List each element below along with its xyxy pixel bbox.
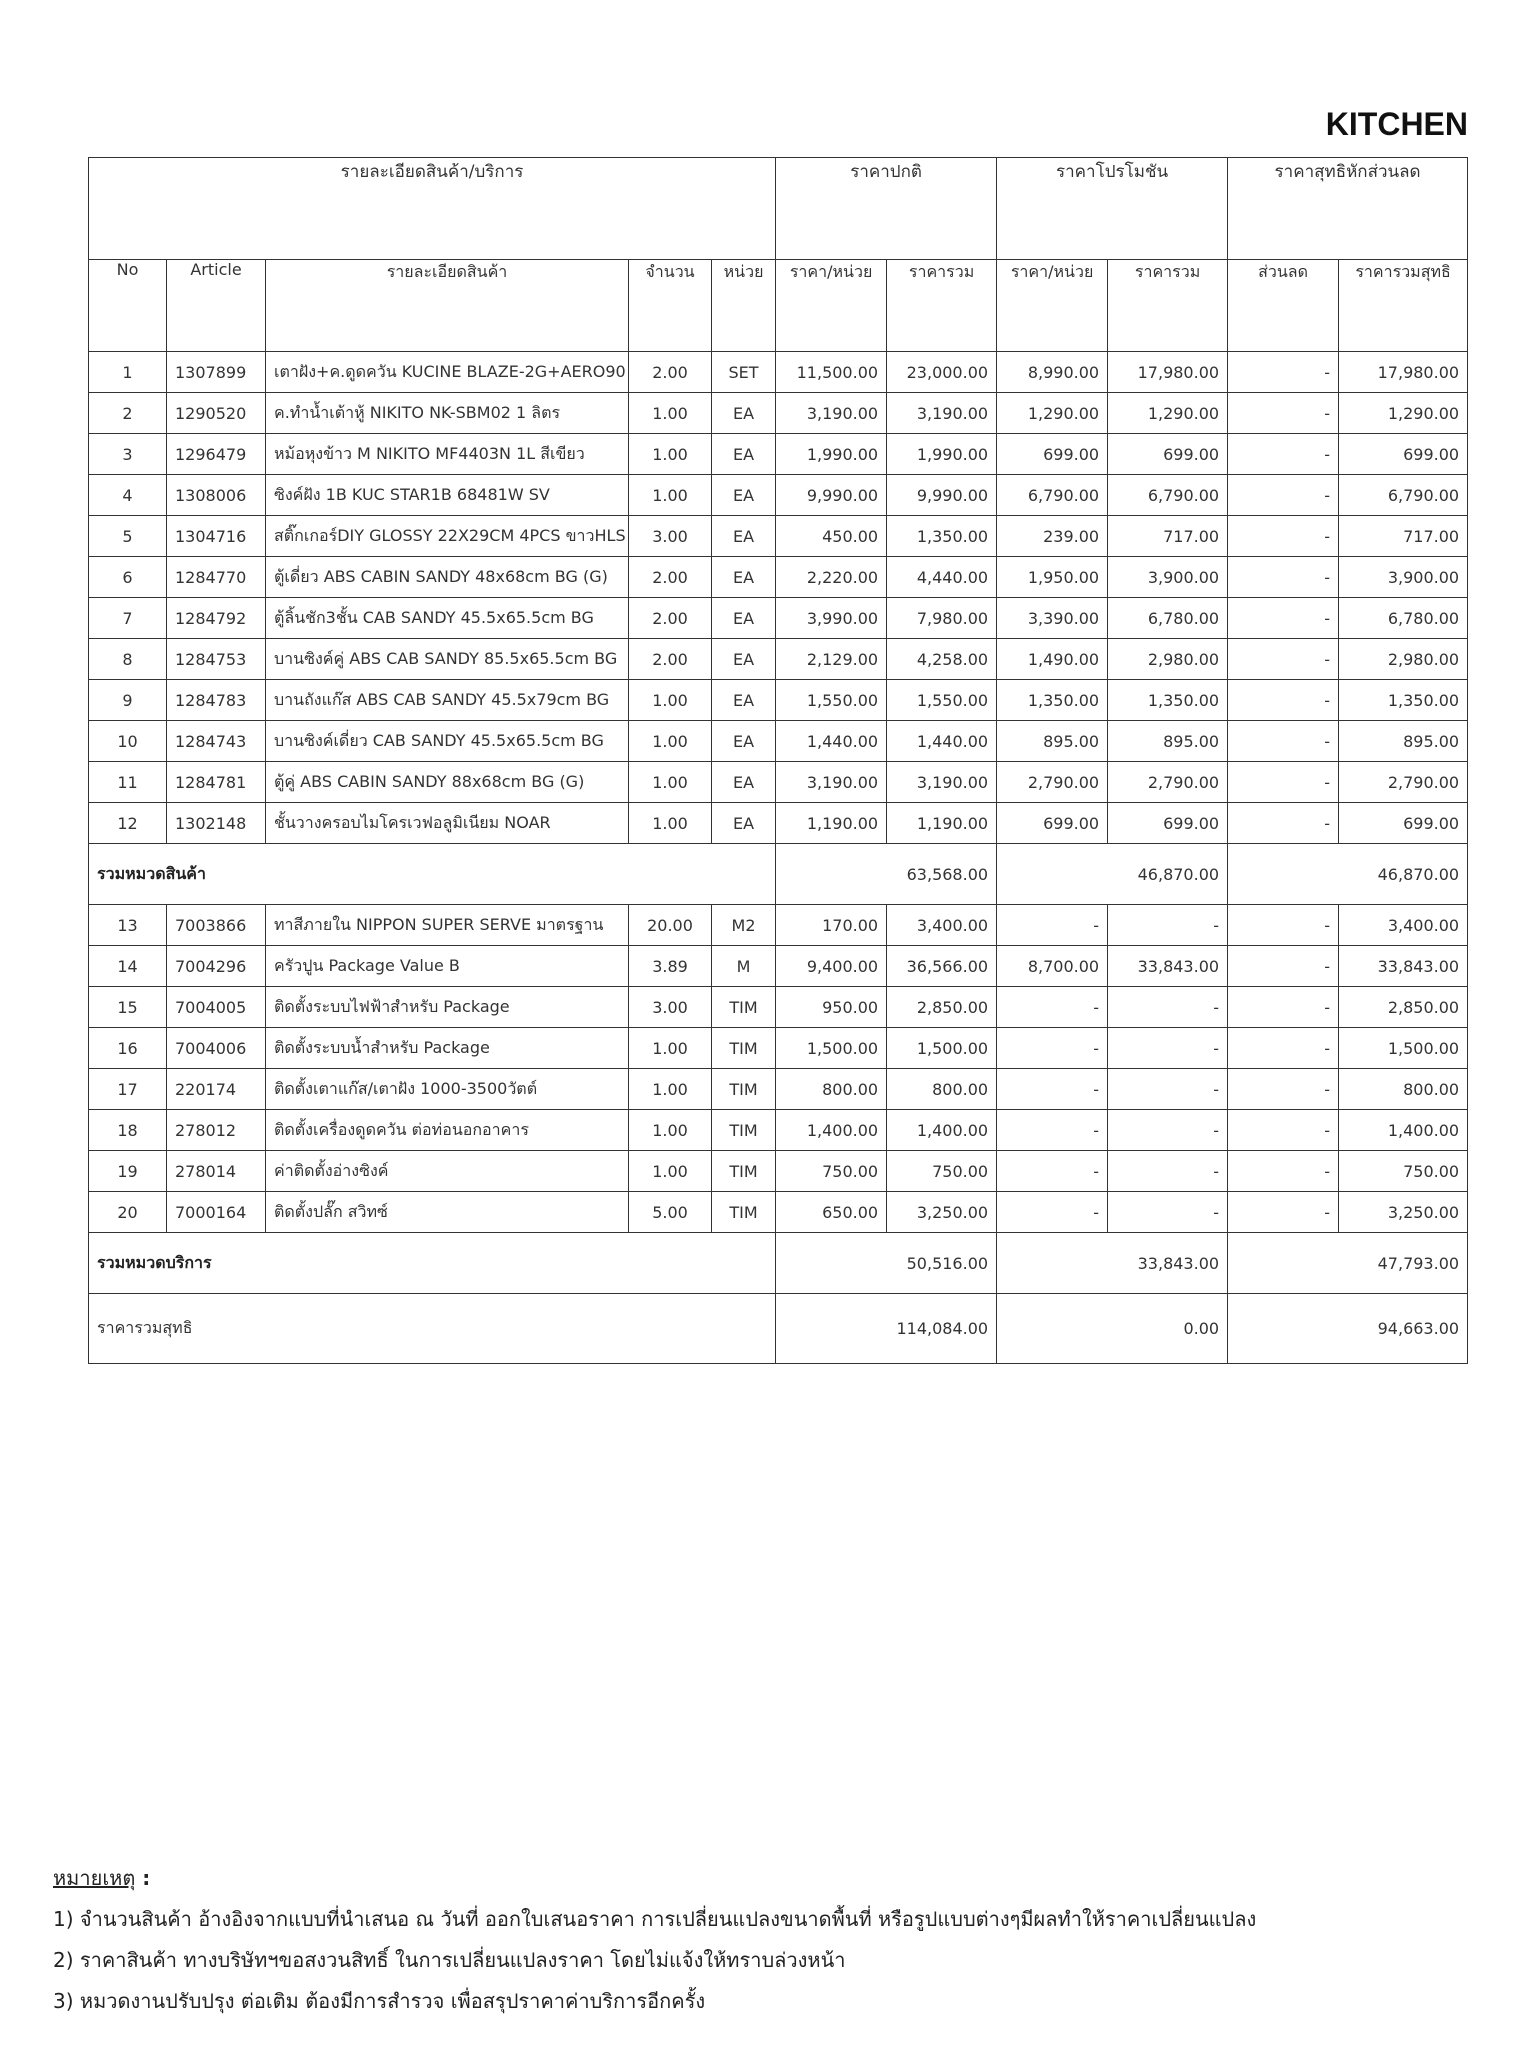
item-qty: 1.00 — [629, 1069, 712, 1110]
item-discount: - — [1228, 639, 1339, 680]
item-article: 1304716 — [167, 516, 266, 557]
item-regular-unit-price: 1,440.00 — [776, 721, 887, 762]
item-regular-unit-price: 800.00 — [776, 1069, 887, 1110]
item-promo-unit-price: - — [997, 987, 1108, 1028]
note-item-1: 1) จำนวนสินค้า อ้างอิงจากแบบที่นำเสนอ ณ วันที่ ออกใบเสนอราคา การเปลี่ยนแปลงขนาดพื้นที่ หรือรูปแบบต่างๆมีผลทำให้ราคาเปลี่ยนแปลง — [53, 1907, 1257, 1931]
item-net-total: 3,400.00 — [1339, 905, 1468, 946]
item-qty: 1.00 — [629, 434, 712, 475]
item-net-total: 6,790.00 — [1339, 475, 1468, 516]
table-row — [89, 639, 1468, 680]
item-regular-unit-price: 1,550.00 — [776, 680, 887, 721]
item-no: 14 — [89, 946, 167, 987]
item-qty: 1.00 — [629, 1110, 712, 1151]
item-unit: EA — [712, 434, 776, 475]
item-no: 19 — [89, 1151, 167, 1192]
item-promo-total: 17,980.00 — [1108, 352, 1228, 393]
item-unit: EA — [712, 721, 776, 762]
product-rows — [89, 352, 1468, 844]
item-no: 4 — [89, 475, 167, 516]
item-regular-unit-price: 9,400.00 — [776, 946, 887, 987]
item-no: 5 — [89, 516, 167, 557]
item-regular-total: 1,400.00 — [887, 1110, 997, 1151]
item-unit: EA — [712, 557, 776, 598]
item-description: ซิงค์ฝัง 1B KUC STAR1B 68481W SV — [266, 475, 629, 516]
table-row — [89, 803, 1468, 844]
table-row — [89, 762, 1468, 803]
item-discount: - — [1228, 1151, 1339, 1192]
item-promo-total: - — [1108, 1110, 1228, 1151]
item-regular-total: 9,990.00 — [887, 475, 997, 516]
item-description: ทาสีภายใน NIPPON SUPER SERVE มาตรฐาน — [266, 905, 629, 946]
item-regular-unit-price: 950.00 — [776, 987, 887, 1028]
grand-total-row — [89, 1294, 1468, 1364]
item-description: ตู้เดี่ยว ABS CABIN SANDY 48x68cm BG (G) — [266, 557, 629, 598]
item-regular-unit-price: 1,500.00 — [776, 1028, 887, 1069]
table-row — [89, 475, 1468, 516]
item-unit: EA — [712, 475, 776, 516]
item-article: 278014 — [167, 1151, 266, 1192]
item-regular-total: 800.00 — [887, 1069, 997, 1110]
item-promo-total: 33,843.00 — [1108, 946, 1228, 987]
item-qty: 1.00 — [629, 680, 712, 721]
item-net-total: 17,980.00 — [1339, 352, 1468, 393]
item-discount: - — [1228, 434, 1339, 475]
item-discount: - — [1228, 598, 1339, 639]
grand-total-net: 94,663.00 — [1228, 1294, 1468, 1364]
item-unit: TIM — [712, 1151, 776, 1192]
item-article: 1284770 — [167, 557, 266, 598]
item-description: ติดตั้งเครื่องดูดควัน ต่อท่อนอกอาคาร — [266, 1110, 629, 1151]
item-article: 1296479 — [167, 434, 266, 475]
item-unit: TIM — [712, 987, 776, 1028]
table-row — [89, 946, 1468, 987]
item-promo-unit-price: 6,790.00 — [997, 475, 1108, 516]
item-article: 1284792 — [167, 598, 266, 639]
table-row — [89, 1028, 1468, 1069]
item-discount: - — [1228, 905, 1339, 946]
table-row — [89, 352, 1468, 393]
item-no: 3 — [89, 434, 167, 475]
item-no: 12 — [89, 803, 167, 844]
item-no: 20 — [89, 1192, 167, 1233]
item-regular-unit-price: 2,220.00 — [776, 557, 887, 598]
item-description: ชั้นวางครอบไมโครเวฟอลูมิเนียม NOAR — [266, 803, 629, 844]
note-item-2: 2) ราคาสินค้า ทางบริษัทฯขอสงวนสิทธิ์ ในการเปลี่ยนแปลงราคา โดยไม่แจ้งให้ทราบล่วงหน้า — [53, 1948, 846, 1972]
item-promo-total: 6,790.00 — [1108, 475, 1228, 516]
item-discount: - — [1228, 721, 1339, 762]
item-promo-unit-price: - — [997, 1028, 1108, 1069]
item-net-total: 2,790.00 — [1339, 762, 1468, 803]
item-net-total: 2,980.00 — [1339, 639, 1468, 680]
column-header-discount: ส่วนลด — [1228, 260, 1339, 352]
item-promo-total: 2,790.00 — [1108, 762, 1228, 803]
item-promo-total: 6,780.00 — [1108, 598, 1228, 639]
item-no: 8 — [89, 639, 167, 680]
column-header-desc: รายละเอียดสินค้า — [266, 260, 629, 352]
item-promo-total: - — [1108, 905, 1228, 946]
item-unit: EA — [712, 680, 776, 721]
item-regular-unit-price: 1,400.00 — [776, 1110, 887, 1151]
item-promo-unit-price: - — [997, 1069, 1108, 1110]
item-article: 1284743 — [167, 721, 266, 762]
service-subtotal-net: 47,793.00 — [1228, 1233, 1468, 1294]
item-no: 16 — [89, 1028, 167, 1069]
item-article: 1284781 — [167, 762, 266, 803]
item-regular-total: 2,850.00 — [887, 987, 997, 1028]
item-regular-total: 750.00 — [887, 1151, 997, 1192]
item-regular-total: 4,258.00 — [887, 639, 997, 680]
grand-total-promo: 0.00 — [997, 1294, 1228, 1364]
table-row — [89, 905, 1468, 946]
item-qty: 20.00 — [629, 905, 712, 946]
table-row — [89, 721, 1468, 762]
item-no: 10 — [89, 721, 167, 762]
table-row — [89, 1151, 1468, 1192]
item-no: 18 — [89, 1110, 167, 1151]
service-subtotal-regular: 50,516.00 — [776, 1233, 997, 1294]
item-regular-total: 3,250.00 — [887, 1192, 997, 1233]
group-header-net: ราคาสุทธิหักส่วนลด — [1228, 158, 1468, 260]
item-article: 1284753 — [167, 639, 266, 680]
product-subtotal-label: รวมหมวดสินค้า — [89, 844, 776, 905]
table-row — [89, 1192, 1468, 1233]
column-header-promo-total: ราคารวม — [1108, 260, 1228, 352]
item-discount: - — [1228, 1069, 1339, 1110]
service-subtotal-label: รวมหมวดบริการ — [89, 1233, 776, 1294]
item-discount: - — [1228, 393, 1339, 434]
item-unit: M — [712, 946, 776, 987]
item-description: ติดตั้งระบบน้ำสำหรับ Package — [266, 1028, 629, 1069]
item-promo-unit-price: - — [997, 1151, 1108, 1192]
item-net-total: 3,900.00 — [1339, 557, 1468, 598]
item-qty: 1.00 — [629, 721, 712, 762]
item-promo-total: 717.00 — [1108, 516, 1228, 557]
item-regular-unit-price: 170.00 — [776, 905, 887, 946]
item-regular-total: 36,566.00 — [887, 946, 997, 987]
item-net-total: 1,500.00 — [1339, 1028, 1468, 1069]
column-header-no: No — [89, 260, 167, 352]
item-article: 220174 — [167, 1069, 266, 1110]
item-article: 7004005 — [167, 987, 266, 1028]
item-promo-total: - — [1108, 987, 1228, 1028]
service-subtotal-row — [89, 1233, 1468, 1294]
item-description: เตาฝัง+ค.ดูดควัน KUCINE BLAZE-2G+AERO90 — [266, 352, 629, 393]
item-qty: 1.00 — [629, 1028, 712, 1069]
item-no: 7 — [89, 598, 167, 639]
item-regular-unit-price: 2,129.00 — [776, 639, 887, 680]
item-qty: 2.00 — [629, 557, 712, 598]
note-item-3: 3) หมวดงานปรับปรุง ต่อเติม ต้องมีการสำรวจ เพื่อสรุปราคาค่าบริการอีกครั้ง — [53, 1989, 706, 2013]
grand-total-label: ราคารวมสุทธิ — [89, 1294, 776, 1364]
item-qty: 5.00 — [629, 1192, 712, 1233]
item-description: บานถังแก๊ส ABS CAB SANDY 45.5x79cm BG — [266, 680, 629, 721]
item-regular-total: 1,990.00 — [887, 434, 997, 475]
item-promo-unit-price: 8,700.00 — [997, 946, 1108, 987]
item-promo-unit-price: 8,990.00 — [997, 352, 1108, 393]
service-subtotal-promo: 33,843.00 — [997, 1233, 1228, 1294]
item-promo-unit-price: - — [997, 1192, 1108, 1233]
quotation-table — [88, 157, 1468, 1364]
column-header-reg-total: ราคารวม — [887, 260, 997, 352]
item-no: 9 — [89, 680, 167, 721]
item-unit: SET — [712, 352, 776, 393]
item-promo-unit-price: 1,490.00 — [997, 639, 1108, 680]
item-promo-total: 2,980.00 — [1108, 639, 1228, 680]
item-net-total: 1,400.00 — [1339, 1110, 1468, 1151]
item-promo-total: - — [1108, 1028, 1228, 1069]
item-promo-total: 3,900.00 — [1108, 557, 1228, 598]
product-subtotal-row — [89, 844, 1468, 905]
item-promo-unit-price: 3,390.00 — [997, 598, 1108, 639]
item-promo-unit-price: - — [997, 905, 1108, 946]
item-no: 17 — [89, 1069, 167, 1110]
item-qty: 2.00 — [629, 598, 712, 639]
item-regular-total: 1,190.00 — [887, 803, 997, 844]
item-discount: - — [1228, 1110, 1339, 1151]
item-article: 7004296 — [167, 946, 266, 987]
service-rows — [89, 905, 1468, 1233]
item-promo-unit-price: 895.00 — [997, 721, 1108, 762]
item-description: ตู้ลิ้นชัก3ชั้น CAB SANDY 45.5x65.5cm BG — [266, 598, 629, 639]
item-regular-unit-price: 3,190.00 — [776, 393, 887, 434]
item-unit: TIM — [712, 1028, 776, 1069]
table-row — [89, 557, 1468, 598]
product-subtotal-promo: 46,870.00 — [997, 844, 1228, 905]
item-qty: 3.00 — [629, 516, 712, 557]
table-row — [89, 598, 1468, 639]
item-promo-total: - — [1108, 1151, 1228, 1192]
item-article: 7000164 — [167, 1192, 266, 1233]
column-header-article: Article — [167, 260, 266, 352]
item-discount: - — [1228, 803, 1339, 844]
table-row — [89, 516, 1468, 557]
item-qty: 3.89 — [629, 946, 712, 987]
item-promo-unit-price: 1,950.00 — [997, 557, 1108, 598]
item-unit: EA — [712, 762, 776, 803]
item-discount: - — [1228, 475, 1339, 516]
item-unit: TIM — [712, 1069, 776, 1110]
notes-heading: หมายเหตุ — [53, 1866, 136, 1890]
item-unit: EA — [712, 516, 776, 557]
item-regular-total: 1,350.00 — [887, 516, 997, 557]
item-regular-total: 23,000.00 — [887, 352, 997, 393]
item-description: ค.ทำน้ำเต้าหู้ NIKITO NK-SBM02 1 ลิตร — [266, 393, 629, 434]
item-promo-total: 699.00 — [1108, 434, 1228, 475]
item-net-total: 800.00 — [1339, 1069, 1468, 1110]
item-regular-unit-price: 11,500.00 — [776, 352, 887, 393]
item-promo-unit-price: 1,350.00 — [997, 680, 1108, 721]
table-row — [89, 1110, 1468, 1151]
item-description: หม้อหุงข้าว M NIKITO MF4403N 1L สีเขียว — [266, 434, 629, 475]
item-qty: 1.00 — [629, 393, 712, 434]
item-article: 7004006 — [167, 1028, 266, 1069]
item-promo-total: 699.00 — [1108, 803, 1228, 844]
item-article: 278012 — [167, 1110, 266, 1151]
grand-total-regular: 114,084.00 — [776, 1294, 997, 1364]
item-no: 15 — [89, 987, 167, 1028]
item-promo-total: 895.00 — [1108, 721, 1228, 762]
item-regular-unit-price: 9,990.00 — [776, 475, 887, 516]
item-regular-unit-price: 650.00 — [776, 1192, 887, 1233]
item-description: บานซิงค์เดี่ยว CAB SANDY 45.5x65.5cm BG — [266, 721, 629, 762]
product-subtotal-regular: 63,568.00 — [776, 844, 997, 905]
item-qty: 1.00 — [629, 475, 712, 516]
item-description: ติดตั้งปลั๊ก สวิทซ์ — [266, 1192, 629, 1233]
item-qty: 3.00 — [629, 987, 712, 1028]
item-net-total: 895.00 — [1339, 721, 1468, 762]
item-regular-unit-price: 750.00 — [776, 1151, 887, 1192]
column-header-reg-unit-price: ราคา/หน่วย — [776, 260, 887, 352]
item-unit: EA — [712, 639, 776, 680]
item-unit: TIM — [712, 1110, 776, 1151]
item-discount: - — [1228, 557, 1339, 598]
item-net-total: 1,350.00 — [1339, 680, 1468, 721]
item-unit: EA — [712, 393, 776, 434]
item-article: 1308006 — [167, 475, 266, 516]
product-subtotal-net: 46,870.00 — [1228, 844, 1468, 905]
item-discount: - — [1228, 946, 1339, 987]
item-description: สติ๊กเกอร์DIY GLOSSY 22X29CM 4PCS ขาวHLS — [266, 516, 629, 557]
notes-section — [53, 1858, 1256, 2022]
item-net-total: 717.00 — [1339, 516, 1468, 557]
item-net-total: 2,850.00 — [1339, 987, 1468, 1028]
item-promo-total: 1,290.00 — [1108, 393, 1228, 434]
item-discount: - — [1228, 762, 1339, 803]
item-unit: M2 — [712, 905, 776, 946]
item-promo-unit-price: 2,790.00 — [997, 762, 1108, 803]
item-regular-unit-price: 3,190.00 — [776, 762, 887, 803]
item-promo-unit-price: 699.00 — [997, 803, 1108, 844]
item-discount: - — [1228, 1192, 1339, 1233]
item-article: 1290520 — [167, 393, 266, 434]
item-no: 11 — [89, 762, 167, 803]
item-promo-unit-price: - — [997, 1110, 1108, 1151]
table-row — [89, 1069, 1468, 1110]
item-regular-unit-price: 450.00 — [776, 516, 887, 557]
item-regular-total: 1,500.00 — [887, 1028, 997, 1069]
item-regular-total: 3,400.00 — [887, 905, 997, 946]
column-header-qty: จำนวน — [629, 260, 712, 352]
item-no: 2 — [89, 393, 167, 434]
item-discount: - — [1228, 516, 1339, 557]
item-promo-unit-price: 1,290.00 — [997, 393, 1108, 434]
item-article: 1307899 — [167, 352, 266, 393]
item-qty: 2.00 — [629, 639, 712, 680]
table-row — [89, 393, 1468, 434]
column-header-net-total: ราคารวมสุทธิ — [1339, 260, 1468, 352]
item-discount: - — [1228, 987, 1339, 1028]
page-title: KITCHEN — [1325, 106, 1468, 142]
item-description: ค่าติดตั้งอ่างซิงค์ — [266, 1151, 629, 1192]
column-header-promo-unit-price: ราคา/หน่วย — [997, 260, 1108, 352]
item-promo-unit-price: 239.00 — [997, 516, 1108, 557]
table-row — [89, 680, 1468, 721]
item-regular-total: 3,190.00 — [887, 393, 997, 434]
item-promo-total: - — [1108, 1069, 1228, 1110]
item-discount: - — [1228, 352, 1339, 393]
item-no: 13 — [89, 905, 167, 946]
group-header-details: รายละเอียดสินค้า/บริการ — [89, 158, 776, 260]
item-regular-total: 1,440.00 — [887, 721, 997, 762]
item-net-total: 6,780.00 — [1339, 598, 1468, 639]
group-header-regular: ราคาปกติ — [776, 158, 997, 260]
item-unit: EA — [712, 803, 776, 844]
column-header-unit: หน่วย — [712, 260, 776, 352]
item-no: 6 — [89, 557, 167, 598]
item-article: 1302148 — [167, 803, 266, 844]
item-discount: - — [1228, 1028, 1339, 1069]
item-qty: 1.00 — [629, 762, 712, 803]
item-description: ติดตั้งระบบไฟฟ้าสำหรับ Package — [266, 987, 629, 1028]
item-description: บานซิงค์คู่ ABS CAB SANDY 85.5x65.5cm BG — [266, 639, 629, 680]
item-promo-total: - — [1108, 1192, 1228, 1233]
item-qty: 2.00 — [629, 352, 712, 393]
item-net-total: 3,250.00 — [1339, 1192, 1468, 1233]
item-net-total: 699.00 — [1339, 434, 1468, 475]
item-qty: 1.00 — [629, 803, 712, 844]
table-row — [89, 434, 1468, 475]
item-discount: - — [1228, 680, 1339, 721]
item-description: ติดตั้งเตาแก๊ส/เตาฝัง 1000-3500วัตต์ — [266, 1069, 629, 1110]
item-regular-unit-price: 1,990.00 — [776, 434, 887, 475]
item-description: ครัวปูน Package Value B — [266, 946, 629, 987]
item-unit: EA — [712, 598, 776, 639]
item-promo-unit-price: 699.00 — [997, 434, 1108, 475]
item-promo-total: 1,350.00 — [1108, 680, 1228, 721]
item-regular-total: 3,190.00 — [887, 762, 997, 803]
item-article: 1284783 — [167, 680, 266, 721]
item-regular-unit-price: 1,190.00 — [776, 803, 887, 844]
item-article: 7003866 — [167, 905, 266, 946]
item-regular-total: 4,440.00 — [887, 557, 997, 598]
item-description: ตู้คู่ ABS CABIN SANDY 88x68cm BG (G) — [266, 762, 629, 803]
item-net-total: 699.00 — [1339, 803, 1468, 844]
item-net-total: 1,290.00 — [1339, 393, 1468, 434]
notes-heading-colon: : — [135, 1866, 151, 1890]
item-regular-total: 7,980.00 — [887, 598, 997, 639]
item-net-total: 750.00 — [1339, 1151, 1468, 1192]
item-net-total: 33,843.00 — [1339, 946, 1468, 987]
item-no: 1 — [89, 352, 167, 393]
item-regular-unit-price: 3,990.00 — [776, 598, 887, 639]
item-unit: TIM — [712, 1192, 776, 1233]
table-row — [89, 987, 1468, 1028]
group-header-promo: ราคาโปรโมชัน — [997, 158, 1228, 260]
item-qty: 1.00 — [629, 1151, 712, 1192]
item-regular-total: 1,550.00 — [887, 680, 997, 721]
